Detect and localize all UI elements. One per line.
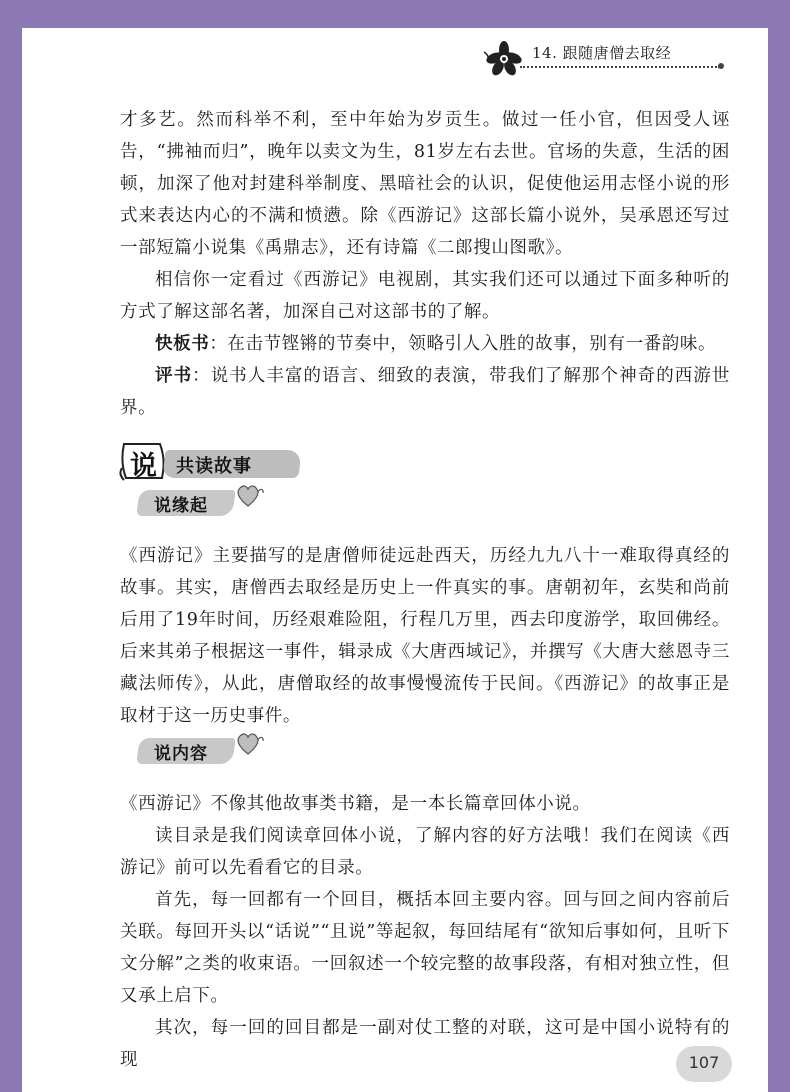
subheading-content-label: 说内容 [154, 744, 208, 764]
paragraph-content-4: 其次，每一回的回目都是一副对仗工整的对联，这可是中国小说特有的现 [120, 1018, 730, 1070]
section-title: 共读故事 [176, 456, 252, 477]
running-header [474, 34, 724, 78]
heart-icon [236, 732, 266, 756]
book-page [22, 28, 768, 1092]
section-heading [118, 438, 308, 488]
flower-ornament-icon [482, 38, 526, 78]
page-number-badge [676, 1046, 732, 1082]
header-dotted-rule [520, 66, 720, 68]
subheading-origin [138, 484, 278, 524]
header-end-dot [718, 63, 724, 69]
paragraph-origin: 《西游记》主要描写的是唐僧师徒远赴西天，历经九九八十一难取得真经的故事。其实，唐僧西去取经是历史上一件真实的事。唐朝初年，玄奘和尚前后用了19年时间，历经艰难险阻，行程几万里，西去印度游学，取回佛经。后来其弟子根据这一事件，辑录成《大唐西域记》，并撰写《大唐大慈恩寺三藏法师传》，从此，唐僧取经的故事慢慢流传于民间。《西游记》的故事正是取材于这一历史事件。 [120, 546, 730, 726]
paragraph-content-2: 读目录是我们阅读章回体小说，了解内容的好方法哦！我们在阅读《西游记》前可以先看看它的目录。 [120, 826, 730, 878]
pingshu-text: ：说书人丰富的语言、细致的表演，带我们了解那个神奇的西游世界。 [120, 366, 731, 418]
paragraph-listening-intro: 相信你一定看过《西游记》电视剧，其实我们还可以通过下面多种听的方式了解这部名著，加深自己对这部书的了解。 [120, 270, 730, 322]
paragraph-content-3: 首先，每一回都有一个回目，概括本回主要内容。回与回之间内容前后关联。每回开头以“话说”“且说”等起叙，每回结尾有“欲知后事如何，且听下文分解”之类的收束语。一回叙述一个较完整的故事段落，有相对独立性，但又承上启下。 [120, 890, 730, 1006]
subheading-content [138, 732, 278, 772]
paragraph-kuaibanshu [120, 328, 730, 360]
term-pingshu: 评书 [155, 366, 193, 386]
heart-icon [236, 484, 266, 508]
paragraph-content-1: 《西游记》不像其他故事类书籍，是一本长篇章回体小说。 [120, 794, 591, 814]
section-badge-char: 说 [130, 451, 157, 482]
subheading-origin-label: 说缘起 [154, 496, 208, 516]
paragraph-author-bio: 才多艺。然而科举不利，至中年始为岁贡生。做过一任小官，但因受人诬告，“拂袖而归”，晚年以卖文为生，81岁左右去世。官场的失意，生活的困顿，加深了他对封建科举制度、黑暗社会的认识，促使他运用志怪小说的形式来表达内心的不满和愤懑。除《西游记》这部长篇小说外，吴承恩还写过一部短篇小说集《禹鼎志》，还有诗篇《二郎搜山图歌》。 [120, 110, 730, 258]
page-number: 107 [688, 1053, 720, 1072]
chapter-title: 14. 跟随唐僧去取经 [532, 44, 672, 62]
term-kuaibanshu: 快板书 [155, 334, 210, 354]
kuaibanshu-text: ：在击节铿锵的节奏中，领略引人入胜的故事，别有一番韵味。 [209, 334, 717, 354]
paragraph-pingshu [120, 360, 730, 424]
